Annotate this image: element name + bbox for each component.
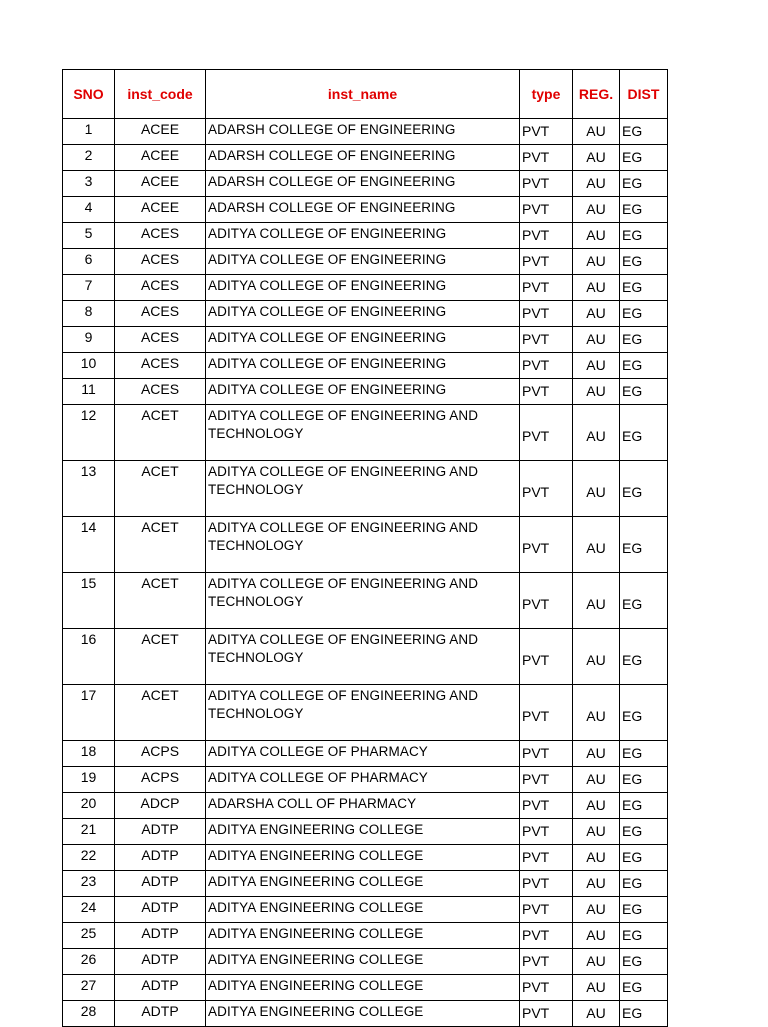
cell-dist: EG <box>620 171 668 197</box>
cell-type: PVT <box>520 517 573 573</box>
cell-sno: 16 <box>63 629 115 685</box>
cell-reg: AU <box>573 119 620 145</box>
cell-dist: EG <box>620 379 668 405</box>
cell-reg: AU <box>573 793 620 819</box>
cell-reg: AU <box>573 685 620 741</box>
cell-inst-name: ADARSH COLLEGE OF ENGINEERING <box>206 197 520 223</box>
cell-type: PVT <box>520 923 573 949</box>
cell-type: PVT <box>520 223 573 249</box>
table-row <box>63 301 668 327</box>
cell-inst-code: ACEE <box>115 145 206 171</box>
cell-inst-code: ACET <box>115 405 206 461</box>
cell-inst-name: ADITYA ENGINEERING COLLEGE <box>206 975 520 1001</box>
cell-type: PVT <box>520 119 573 145</box>
cell-dist: EG <box>620 629 668 685</box>
cell-dist: EG <box>620 975 668 1001</box>
cell-sno: 6 <box>63 249 115 275</box>
cell-reg: AU <box>573 379 620 405</box>
cell-dist: EG <box>620 405 668 461</box>
header-sno: SNO <box>63 70 115 119</box>
cell-dist: EG <box>620 517 668 573</box>
cell-inst-code: ADTP <box>115 949 206 975</box>
cell-inst-name: ADITYA ENGINEERING COLLEGE <box>206 871 520 897</box>
cell-inst-code: ACEE <box>115 119 206 145</box>
cell-dist: EG <box>620 301 668 327</box>
cell-type: PVT <box>520 353 573 379</box>
cell-type: PVT <box>520 685 573 741</box>
cell-inst-code: ACES <box>115 275 206 301</box>
cell-inst-code: ACET <box>115 629 206 685</box>
table-row <box>63 629 668 685</box>
cell-dist: EG <box>620 793 668 819</box>
cell-reg: AU <box>573 275 620 301</box>
table-row <box>63 223 668 249</box>
cell-reg: AU <box>573 145 620 171</box>
cell-reg: AU <box>573 1001 620 1027</box>
cell-sno: 13 <box>63 461 115 517</box>
table-row <box>63 249 668 275</box>
cell-type: PVT <box>520 171 573 197</box>
cell-reg: AU <box>573 923 620 949</box>
table-row <box>63 871 668 897</box>
cell-dist: EG <box>620 1001 668 1027</box>
cell-type: PVT <box>520 145 573 171</box>
cell-dist: EG <box>620 223 668 249</box>
cell-inst-code: ADTP <box>115 897 206 923</box>
cell-inst-code: ADTP <box>115 845 206 871</box>
cell-type: PVT <box>520 793 573 819</box>
table-row <box>63 461 668 517</box>
cell-type: PVT <box>520 871 573 897</box>
cell-inst-name: ADARSH COLLEGE OF ENGINEERING <box>206 171 520 197</box>
table-row <box>63 119 668 145</box>
cell-sno: 19 <box>63 767 115 793</box>
cell-sno: 4 <box>63 197 115 223</box>
cell-inst-name: ADITYA COLLEGE OF PHARMACY <box>206 741 520 767</box>
cell-reg: AU <box>573 819 620 845</box>
cell-inst-name: ADITYA ENGINEERING COLLEGE <box>206 1001 520 1027</box>
cell-inst-code: ACES <box>115 353 206 379</box>
cell-sno: 21 <box>63 819 115 845</box>
cell-reg: AU <box>573 629 620 685</box>
cell-inst-code: ACEE <box>115 171 206 197</box>
cell-inst-code: ADTP <box>115 923 206 949</box>
cell-reg: AU <box>573 171 620 197</box>
cell-inst-code: ACES <box>115 223 206 249</box>
cell-dist: EG <box>620 897 668 923</box>
cell-dist: EG <box>620 327 668 353</box>
table-row <box>63 685 668 741</box>
cell-inst-name: ADITYA COLLEGE OF ENGINEERING AND TECHNOLOGY <box>206 629 520 685</box>
table-row <box>63 197 668 223</box>
cell-type: PVT <box>520 819 573 845</box>
cell-inst-name: ADITYA COLLEGE OF ENGINEERING <box>206 379 520 405</box>
cell-type: PVT <box>520 845 573 871</box>
cell-type: PVT <box>520 275 573 301</box>
cell-inst-name: ADITYA COLLEGE OF ENGINEERING AND TECHNOLOGY <box>206 573 520 629</box>
cell-dist: EG <box>620 145 668 171</box>
table-row <box>63 897 668 923</box>
cell-dist: EG <box>620 685 668 741</box>
cell-type: PVT <box>520 405 573 461</box>
cell-sno: 28 <box>63 1001 115 1027</box>
cell-sno: 27 <box>63 975 115 1001</box>
cell-reg: AU <box>573 949 620 975</box>
cell-inst-name: ADITYA COLLEGE OF ENGINEERING <box>206 353 520 379</box>
cell-reg: AU <box>573 767 620 793</box>
cell-reg: AU <box>573 845 620 871</box>
header-reg: REG. <box>573 70 620 119</box>
cell-inst-code: ADTP <box>115 975 206 1001</box>
cell-dist: EG <box>620 197 668 223</box>
cell-inst-name: ADITYA ENGINEERING COLLEGE <box>206 923 520 949</box>
table-body <box>63 119 668 1027</box>
cell-inst-code: ACET <box>115 573 206 629</box>
cell-reg: AU <box>573 405 620 461</box>
header-inst-code: inst_code <box>115 70 206 119</box>
cell-dist: EG <box>620 949 668 975</box>
cell-dist: EG <box>620 741 668 767</box>
cell-sno: 18 <box>63 741 115 767</box>
cell-inst-code: ACPS <box>115 767 206 793</box>
cell-reg: AU <box>573 353 620 379</box>
cell-inst-code: ADTP <box>115 1001 206 1027</box>
cell-inst-name: ADITYA COLLEGE OF ENGINEERING AND TECHNOLOGY <box>206 405 520 461</box>
table-row <box>63 819 668 845</box>
cell-type: PVT <box>520 975 573 1001</box>
cell-dist: EG <box>620 353 668 379</box>
table-row <box>63 379 668 405</box>
table-row <box>63 171 668 197</box>
cell-reg: AU <box>573 223 620 249</box>
cell-reg: AU <box>573 975 620 1001</box>
cell-reg: AU <box>573 741 620 767</box>
cell-type: PVT <box>520 767 573 793</box>
cell-inst-code: ACET <box>115 685 206 741</box>
cell-reg: AU <box>573 327 620 353</box>
cell-type: PVT <box>520 461 573 517</box>
cell-inst-code: ACET <box>115 461 206 517</box>
cell-inst-name: ADITYA COLLEGE OF ENGINEERING AND TECHNOLOGY <box>206 461 520 517</box>
cell-inst-name: ADITYA COLLEGE OF ENGINEERING AND TECHNOLOGY <box>206 685 520 741</box>
cell-reg: AU <box>573 897 620 923</box>
cell-sno: 20 <box>63 793 115 819</box>
cell-type: PVT <box>520 949 573 975</box>
table-row <box>63 975 668 1001</box>
cell-sno: 25 <box>63 923 115 949</box>
table-row <box>63 793 668 819</box>
cell-sno: 15 <box>63 573 115 629</box>
cell-inst-name: ADITYA COLLEGE OF PHARMACY <box>206 767 520 793</box>
cell-type: PVT <box>520 301 573 327</box>
cell-sno: 1 <box>63 119 115 145</box>
cell-sno: 24 <box>63 897 115 923</box>
cell-dist: EG <box>620 119 668 145</box>
cell-inst-code: ACET <box>115 517 206 573</box>
cell-reg: AU <box>573 249 620 275</box>
cell-type: PVT <box>520 629 573 685</box>
cell-inst-name: ADITYA COLLEGE OF ENGINEERING <box>206 275 520 301</box>
cell-inst-code: ACEE <box>115 197 206 223</box>
cell-inst-code: ADCP <box>115 793 206 819</box>
cell-inst-name: ADARSH COLLEGE OF ENGINEERING <box>206 145 520 171</box>
cell-inst-code: ACES <box>115 327 206 353</box>
cell-sno: 2 <box>63 145 115 171</box>
table-row <box>63 1001 668 1027</box>
cell-sno: 8 <box>63 301 115 327</box>
table-row <box>63 923 668 949</box>
cell-dist: EG <box>620 767 668 793</box>
cell-inst-code: ADTP <box>115 819 206 845</box>
cell-dist: EG <box>620 275 668 301</box>
cell-inst-name: ADITYA ENGINEERING COLLEGE <box>206 897 520 923</box>
cell-reg: AU <box>573 197 620 223</box>
cell-inst-name: ADITYA COLLEGE OF ENGINEERING <box>206 223 520 249</box>
table-row <box>63 573 668 629</box>
cell-reg: AU <box>573 461 620 517</box>
institution-table-sheet <box>62 69 668 1027</box>
cell-sno: 7 <box>63 275 115 301</box>
cell-type: PVT <box>520 1001 573 1027</box>
table-row <box>63 767 668 793</box>
cell-dist: EG <box>620 871 668 897</box>
cell-type: PVT <box>520 249 573 275</box>
table-row <box>63 353 668 379</box>
cell-inst-code: ACES <box>115 301 206 327</box>
cell-sno: 23 <box>63 871 115 897</box>
cell-sno: 9 <box>63 327 115 353</box>
cell-inst-name: ADITYA COLLEGE OF ENGINEERING AND TECHNOLOGY <box>206 517 520 573</box>
cell-dist: EG <box>620 819 668 845</box>
cell-sno: 22 <box>63 845 115 871</box>
table-row <box>63 275 668 301</box>
cell-sno: 10 <box>63 353 115 379</box>
cell-sno: 3 <box>63 171 115 197</box>
cell-inst-name: ADITYA ENGINEERING COLLEGE <box>206 845 520 871</box>
cell-inst-name: ADITYA COLLEGE OF ENGINEERING <box>206 249 520 275</box>
cell-dist: EG <box>620 923 668 949</box>
table-row <box>63 145 668 171</box>
cell-inst-code: ADTP <box>115 871 206 897</box>
header-inst-name: inst_name <box>206 70 520 119</box>
cell-dist: EG <box>620 573 668 629</box>
cell-reg: AU <box>573 573 620 629</box>
table-row <box>63 405 668 461</box>
table-row <box>63 741 668 767</box>
cell-type: PVT <box>520 573 573 629</box>
cell-inst-code: ACPS <box>115 741 206 767</box>
cell-type: PVT <box>520 379 573 405</box>
cell-dist: EG <box>620 249 668 275</box>
cell-dist: EG <box>620 845 668 871</box>
cell-reg: AU <box>573 301 620 327</box>
cell-reg: AU <box>573 871 620 897</box>
cell-inst-name: ADITYA ENGINEERING COLLEGE <box>206 819 520 845</box>
cell-type: PVT <box>520 897 573 923</box>
header-row <box>63 70 668 119</box>
cell-inst-name: ADITYA ENGINEERING COLLEGE <box>206 949 520 975</box>
cell-type: PVT <box>520 327 573 353</box>
table-row <box>63 949 668 975</box>
cell-sno: 14 <box>63 517 115 573</box>
cell-sno: 17 <box>63 685 115 741</box>
table-header <box>63 70 668 119</box>
cell-sno: 12 <box>63 405 115 461</box>
table-row <box>63 517 668 573</box>
table-row <box>63 845 668 871</box>
cell-reg: AU <box>573 517 620 573</box>
cell-sno: 5 <box>63 223 115 249</box>
cell-inst-name: ADARSHA COLL OF PHARMACY <box>206 793 520 819</box>
cell-inst-name: ADARSH COLLEGE OF ENGINEERING <box>206 119 520 145</box>
cell-sno: 26 <box>63 949 115 975</box>
institution-table <box>62 69 668 1027</box>
cell-inst-code: ACES <box>115 379 206 405</box>
cell-sno: 11 <box>63 379 115 405</box>
cell-type: PVT <box>520 741 573 767</box>
header-type: type <box>520 70 573 119</box>
cell-type: PVT <box>520 197 573 223</box>
cell-dist: EG <box>620 461 668 517</box>
header-dist: DIST <box>620 70 668 119</box>
cell-inst-name: ADITYA COLLEGE OF ENGINEERING <box>206 327 520 353</box>
cell-inst-name: ADITYA COLLEGE OF ENGINEERING <box>206 301 520 327</box>
table-row <box>63 327 668 353</box>
cell-inst-code: ACES <box>115 249 206 275</box>
